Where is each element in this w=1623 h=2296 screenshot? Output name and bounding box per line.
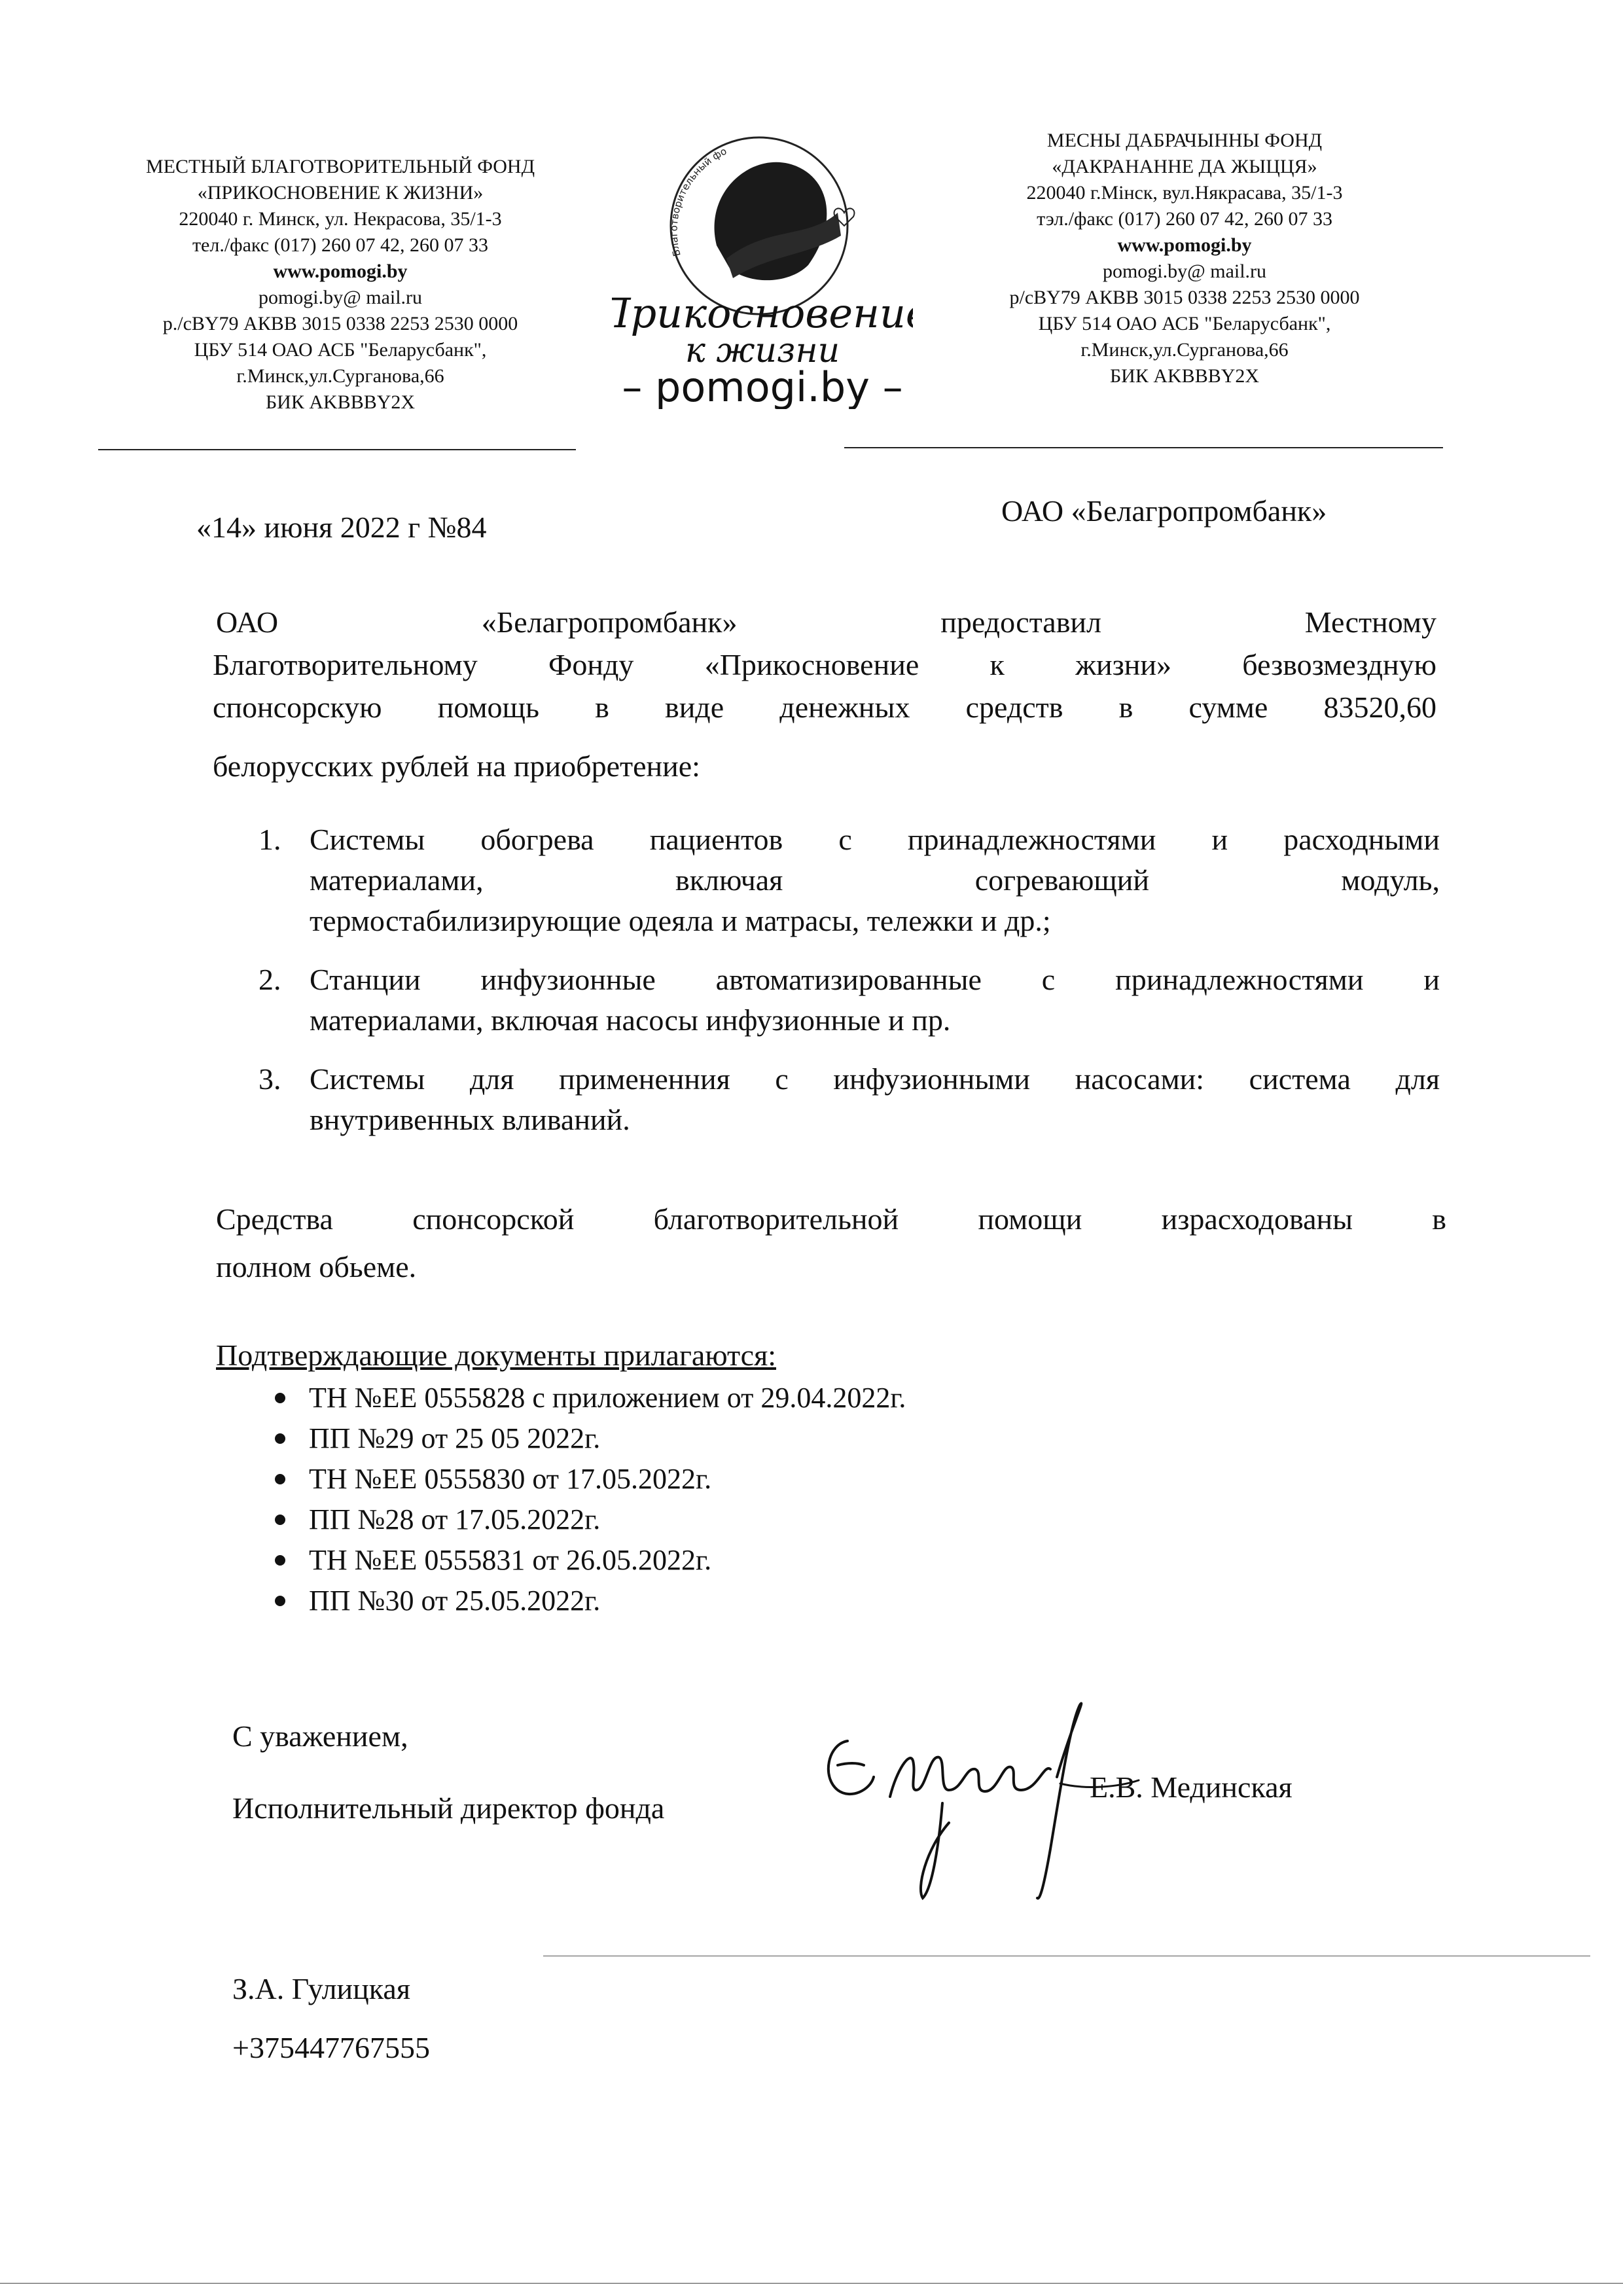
header-line: 220040 г.Мінск, вул.Някрасава, 35/1-3	[1026, 182, 1343, 204]
bullet-icon	[275, 1555, 285, 1566]
list-number: 3.	[259, 1062, 281, 1096]
list-text: внутривенных вливаний.	[310, 1103, 630, 1136]
document-item	[275, 1378, 1257, 1418]
intro-line1	[216, 602, 1436, 643]
contact-phone: +375447767555	[232, 2031, 430, 2064]
header-line: pomogi.by@ mail.ru	[1102, 260, 1267, 282]
bullet-icon	[275, 1596, 285, 1606]
header-line: р./сBY79 АКВВ 3015 0338 2253 2530 0000	[162, 313, 518, 334]
director-position: Исполнительный директор фонда	[232, 1791, 665, 1825]
header-line: ЦБУ 514 ОАО АСБ "Беларусбанк",	[194, 339, 487, 361]
date-number: «14» июня 2022 г №84	[196, 511, 487, 544]
list-number: 2.	[259, 963, 281, 996]
page-bottom-edge	[0, 2283, 1623, 2284]
header-line: МЕСНЫ ДАБРАЧЫННЫ ФОНД	[1046, 130, 1323, 151]
list-item	[259, 960, 1440, 1041]
intro-word: Местному	[1304, 605, 1436, 639]
list-number: 1.	[259, 823, 281, 856]
intro-line3: спонсорскую помощь в виде денежных средств в сумме 83520,60	[213, 691, 1436, 724]
logo-line3: – pomogi.by –	[622, 363, 903, 409]
list-text: материалами, включая согревающий модуль,	[310, 863, 1440, 897]
bullet-icon	[275, 1474, 285, 1484]
list-text: Станции инфузионные автоматизированные с принадлежностями и	[310, 963, 1440, 996]
regards: С уважением,	[232, 1719, 408, 1753]
documents-list	[275, 1378, 1257, 1621]
logo-mark-icon	[612, 115, 913, 409]
intro-word: «Белагропромбанк»	[481, 605, 738, 639]
intro-word: предоставил	[940, 605, 1102, 639]
document-item	[275, 1540, 1257, 1581]
header-line: МЕСТНЫЙ БЛАГОТВОРИТЕЛЬНЫЙ ФОНД	[145, 156, 535, 177]
document-text: ПП №28 от 17.05.2022г.	[309, 1503, 601, 1535]
list-text: материалами, включая насосы инфузионные и пр.	[310, 1003, 951, 1037]
bullet-icon	[275, 1433, 285, 1444]
document-text: ПП №29 от 25 05 2022г.	[309, 1422, 601, 1454]
header-line: тэл./факс (017) 260 07 42, 260 07 33	[1037, 208, 1332, 230]
document-item	[275, 1499, 1257, 1540]
bullet-icon	[275, 1393, 285, 1403]
document-item	[275, 1459, 1257, 1499]
spent-line1: Средства спонсорской благотворительной помощи израсходованы в	[216, 1202, 1446, 1236]
header-line: «ДАКРАНАННЕ ДА ЖЫЦЦЯ»	[1052, 156, 1317, 177]
purchase-list	[259, 819, 1440, 1140]
logo-line2: к жизни	[685, 331, 840, 370]
intro-word: ОАО	[216, 605, 279, 639]
intro-line4: белорусских рублей на приобретение:	[213, 749, 700, 783]
contact-name: З.А. Гулицкая	[232, 1972, 411, 2005]
docs-title: Подтверждающие документы прилагаются:	[216, 1338, 777, 1372]
list-item	[259, 1059, 1440, 1140]
header-line: ЦБУ 514 ОАО АСБ "Беларусбанк",	[1038, 313, 1331, 334]
header-line: г.Минск,ул.Сурганова,66	[1080, 339, 1289, 361]
intro-line2: Благотворительному Фонду «Прикосновение к жизни» безвозмездную	[213, 648, 1436, 681]
addressee: ОАО «Белагропромбанк»	[1001, 494, 1327, 528]
header-rule-left	[98, 449, 576, 450]
director-name: Е.В. Мединская	[1090, 1770, 1293, 1804]
document-text: ТН №ЕЕ 0555830 от 17.05.2022г.	[309, 1463, 712, 1495]
list-item	[259, 819, 1440, 941]
header-right-by	[936, 128, 1433, 389]
document-text: ТН №ЕЕ 0555831 от 26.05.2022г.	[309, 1544, 712, 1576]
foundation-logo	[612, 115, 913, 409]
header-website: www.pomogi.by	[1117, 234, 1252, 256]
header-line: БИК AKBBBY2X	[265, 391, 416, 413]
document-item	[275, 1418, 1257, 1459]
spent-line2: полном обьеме.	[216, 1250, 417, 1283]
header-line: pomogi.by@ mail.ru	[258, 287, 423, 308]
list-text: Системы для примененния с инфузионными насосами: система для	[310, 1062, 1440, 1096]
svg-text:Благотворительный фонд	[612, 115, 728, 258]
document-item	[275, 1581, 1257, 1621]
logo-arc-text: Благотворительный фо	[668, 145, 729, 258]
header-line: тел./факс (017) 260 07 42, 260 07 33	[192, 234, 489, 256]
list-text: Системы обогрева пациентов с принадлежностями и расходными	[310, 823, 1440, 856]
header-left-ru	[98, 154, 582, 416]
bullet-icon	[275, 1515, 285, 1525]
header-line: р/сBY79 АКВВ 3015 0338 2253 2530 0000	[1009, 287, 1360, 308]
logo-line1: рикосновение	[630, 289, 913, 337]
header-line: «ПРИКОСНОВЕНИЕ К ЖИЗНИ»	[197, 182, 484, 204]
header-rule-right	[844, 447, 1443, 448]
header-line: г.Минск,ул.Сурганова,66	[236, 365, 444, 387]
header-line: 220040 г. Минск, ул. Некрасова, 35/1-3	[179, 208, 502, 230]
header-line: БИК AKBBBY2X	[1109, 365, 1260, 387]
list-text: термостабилизирующие одеяла и матрасы, тележки и др.;	[310, 904, 1051, 937]
document-text: ТН №ЕЕ 0555828 с приложением от 29.04.2022г.	[309, 1382, 906, 1414]
header-website: www.pomogi.by	[273, 260, 408, 282]
document-text: ПП №30 от 25.05.2022г.	[309, 1585, 601, 1617]
